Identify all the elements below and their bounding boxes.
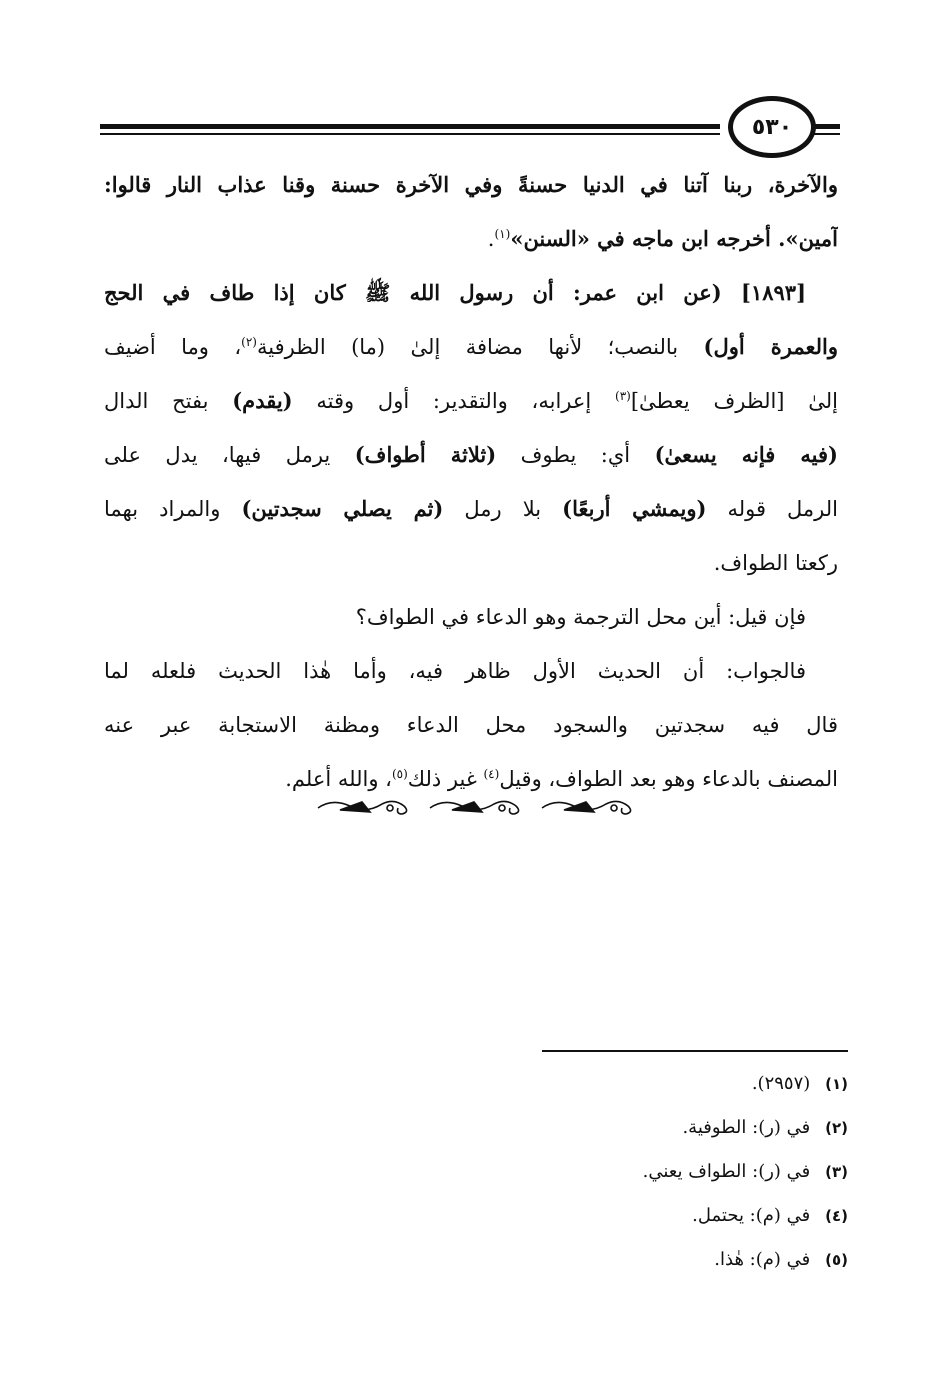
text-line: والعمرة أول) بالنصب؛ لأنها مضافة إلىٰ (ما) الظرفية$^{(٢)}$، وما أضيف bbox=[104, 334, 838, 359]
hadith-heading: [١٨٩٣] (عن ابن عمر: أن رسول الله ﷺ كان إذا طاف في الحج bbox=[104, 280, 806, 305]
footnote-separator bbox=[542, 1050, 848, 1052]
page-number: ٥٣٠ bbox=[751, 114, 793, 140]
footnote-number: (٣) bbox=[825, 1163, 848, 1181]
footnote-ref: (٣) bbox=[615, 389, 631, 403]
ornament-flourish bbox=[542, 801, 631, 814]
text-line: قال فيه سجدتين والسجود محل الدعاء ومظنة الاستجابة عبر عنه bbox=[104, 713, 838, 737]
header-rule bbox=[100, 124, 720, 136]
header-rule-tail bbox=[814, 124, 840, 136]
ornament-divider bbox=[310, 790, 640, 824]
footnote bbox=[348, 1062, 848, 1106]
footnote-number: (٥) bbox=[825, 1251, 848, 1269]
footnotes bbox=[348, 1062, 848, 1282]
footnote bbox=[348, 1238, 848, 1282]
footnote-number: (٤) bbox=[825, 1207, 848, 1225]
footnote-text: (٢٩٥٧). bbox=[751, 1073, 811, 1094]
ornament-flourish bbox=[430, 801, 519, 814]
footnote-ref: (٤) bbox=[483, 767, 500, 781]
text-line: والآخرة، ربنا آتنا في الدنيا حسنةً وفي الآخرة حسنة وقنا عذاب النار قالوا: bbox=[104, 172, 838, 197]
text-line: فالجواب: أن الحديث الأول ظاهر فيه، وأما هٰذا الحديث فلعله لما bbox=[104, 659, 806, 683]
footnote-text: في (م): يحتمل. bbox=[692, 1205, 811, 1226]
footnote-number: (١) bbox=[825, 1075, 848, 1093]
footnote-ref: (٥) bbox=[391, 767, 408, 781]
text-line: المصنف بالدعاء وهو بعد الطواف، وقيل$^{(٤)}$ غير ذلك$^{(٥)}$، والله أعلم. bbox=[285, 767, 838, 791]
text-line: الرمل قوله (ويمشي أربعًا) بلا رمل (ثم يصلي سجدتين) والمراد بهما bbox=[104, 496, 838, 521]
footnote bbox=[348, 1106, 848, 1150]
text-line: فإن قيل: أين محل الترجمة وهو الدعاء في الطواف؟ bbox=[355, 605, 806, 629]
ornament-flourish bbox=[318, 801, 407, 814]
text-line: (فيه فإنه يسعىٰ) أي: يطوف (ثلاثة أطواف) يرمل فيها، يدل على bbox=[104, 442, 838, 467]
text-line: إلىٰ [الظرف يعطىٰ]$^{(٣)}$ إعرابه، والتقدير: أول وقته (يقدم) بفتح الدال bbox=[104, 388, 838, 413]
page-header bbox=[100, 96, 840, 166]
text-line: آمين». أخرجه ابن ماجه في «السنن»$^{(١)}$. bbox=[487, 226, 838, 251]
page-number-badge bbox=[728, 96, 816, 158]
main-text bbox=[104, 158, 838, 806]
footnote-text: في (م): هٰذا. bbox=[714, 1249, 811, 1270]
footnote-text: في (ر): الطوفية. bbox=[682, 1117, 811, 1138]
footnote bbox=[348, 1150, 848, 1194]
text-line: ركعتا الطواف. bbox=[713, 551, 838, 575]
footnote-text: في (ر): الطواف يعني. bbox=[642, 1161, 811, 1182]
footnote-ref: (١) bbox=[494, 227, 511, 241]
footnote bbox=[348, 1194, 848, 1238]
footnote-number: (٢) bbox=[825, 1119, 848, 1137]
footnote-ref: (٢) bbox=[241, 335, 257, 349]
